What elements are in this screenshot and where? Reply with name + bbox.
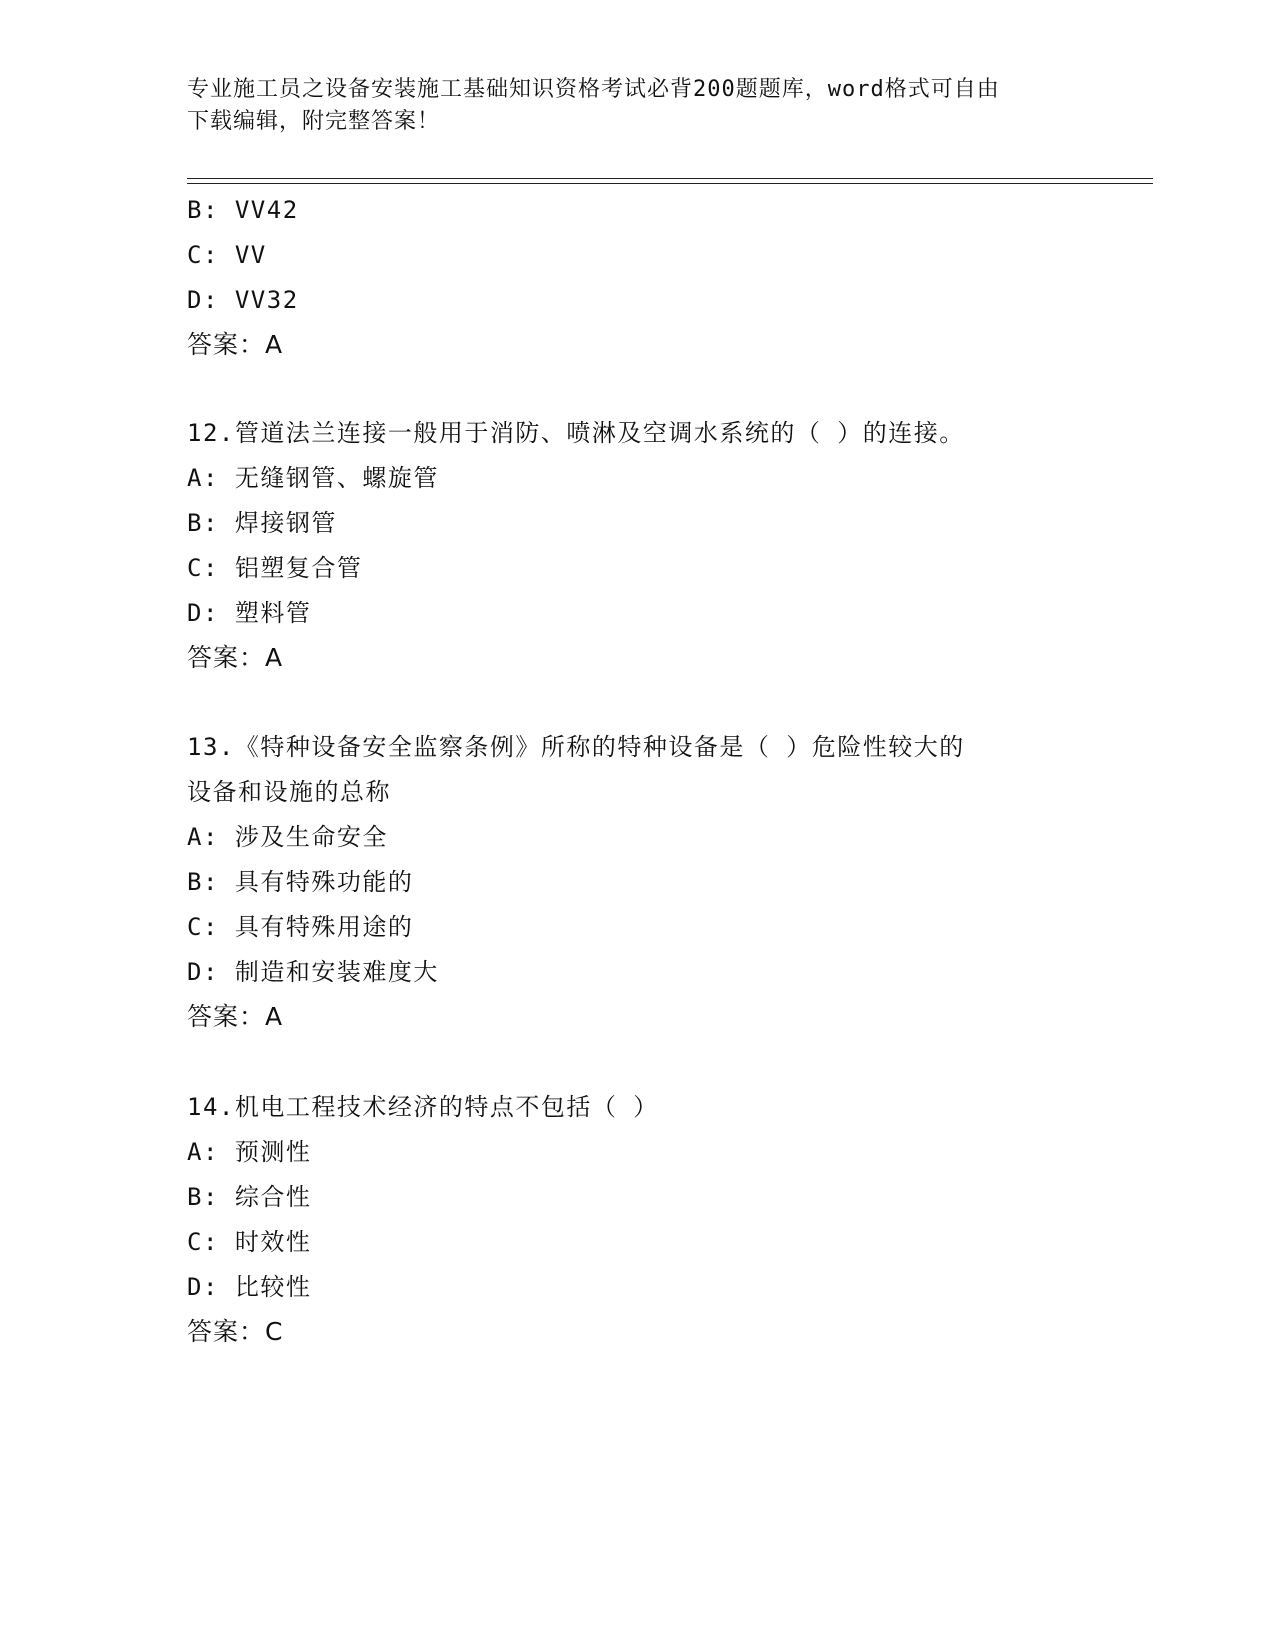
option-d: D: 比较性 (187, 1273, 312, 1301)
option-c: C: 时效性 (187, 1228, 312, 1256)
option-a: A: 涉及生命安全 (187, 823, 388, 851)
option-b: B: 具有特殊功能的 (187, 868, 414, 896)
question-stem-continued: 设备和设施的总称 (187, 778, 391, 806)
document-header (187, 74, 1067, 138)
option-c: C: 铝塑复合管 (187, 554, 363, 582)
option-d: D: 制造和安装难度大 (187, 958, 439, 986)
question-stem: 13.《特种设备安全监察条例》所称的特种设备是（ ）危险性较大的 (187, 733, 965, 761)
header-divider-bottom (187, 183, 1153, 184)
question-stem: 14.机电工程技术经济的特点不包括（ ） (187, 1093, 659, 1121)
option-a: A: 无缝钢管、螺旋管 (187, 464, 439, 492)
option-b: B: 综合性 (187, 1183, 312, 1211)
answer: 答案：C (187, 1317, 284, 1346)
option-d: D: VV32 (187, 286, 299, 314)
answer: 答案：A (187, 643, 284, 672)
option-c: C: 具有特殊用途的 (187, 913, 414, 941)
question-stem: 12.管道法兰连接一般用于消防、喷淋及空调水系统的（ ）的连接。 (187, 419, 965, 447)
option-b: B: VV42 (187, 196, 299, 224)
header-line-2: 下载编辑，附完整答案！ (187, 109, 441, 134)
answer: 答案：A (187, 330, 284, 359)
answer: 答案：A (187, 1002, 284, 1031)
header-divider-top (187, 178, 1153, 179)
option-d: D: 塑料管 (187, 599, 312, 627)
header-line-1: 专业施工员之设备安装施工基础知识资格考试必背200题题库，word格式可自由 (187, 77, 1000, 102)
option-c: C: VV (187, 241, 267, 269)
option-b: B: 焊接钢管 (187, 509, 337, 537)
option-a: A: 预测性 (187, 1138, 312, 1166)
